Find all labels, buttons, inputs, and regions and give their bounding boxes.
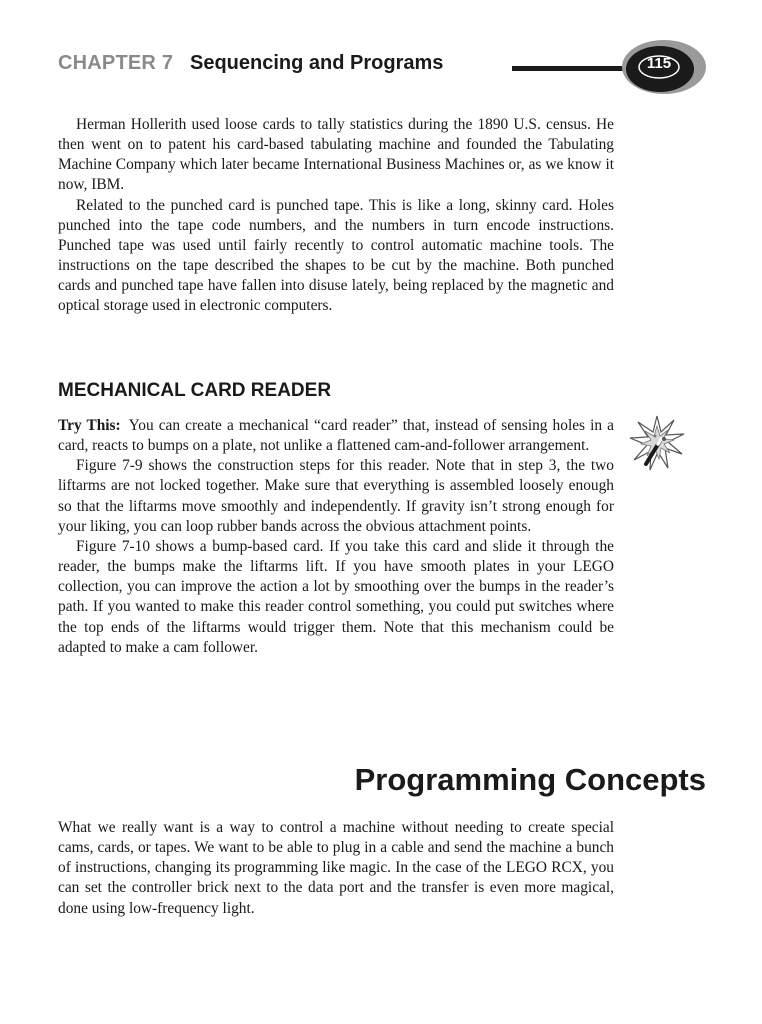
- paragraph: What we really want is a way to control a machine without needing to create special cams, cards, or tapes. We want to be able to plug in a cable and send the machine a bunch of instructions, changing its programming like magic. In the case of the LEGO RCX, you can set the controller brick next to the data port and the transfer is even more magical, done using low-frequency light.: [58, 819, 614, 917]
- paragraph: Figure 7-9 shows the construction steps for this reader. Note that in step 3, the two liftarms are not locked together. Make sure that everything is assembled loosely enough so that the liftarms move smoothly and independently. If gravity isn’t strong enough for your liking, you can loop rubber bands across the obvious attachment points.: [58, 457, 614, 535]
- programming-text: [58, 818, 614, 919]
- chapter-label: CHAPTER 7: [58, 52, 174, 74]
- chapter-title: Sequencing and Programs: [190, 52, 444, 74]
- paragraph: Herman Hollerith used loose cards to tally statistics during the 1890 U.S. census. He then went on to patent his card-based tabulating machine and founded the Tabulating Machine Company which later became International Business Machines or, as we know it now, IBM.: [58, 116, 614, 194]
- magic-wand-starburst-icon: [628, 414, 686, 472]
- paragraph: Figure 7-10 shows a bump-based card. If you take this card and slide it through the reader, the bumps make the liftarms lift. If you have smooth plates in your LEGO collection, you can improve the action a lot by smoothing over the bumps in the reader’s path. If you wanted to make this reader control something, you could put switches where the top ends of the liftarms would trigger them. Note that this mechanism could be adapted to make a cam follower.: [58, 537, 614, 656]
- section-heading: MECHANICAL CARD READER: [58, 380, 332, 401]
- section-text: [58, 416, 614, 658]
- try-this-text: You can create a mechanical “card reader” that, instead of sensing holes in a card, reacts to bumps on a plate, not unlike a flattened cam-and-follower arrangement.: [58, 417, 614, 455]
- page-number: 115: [646, 55, 672, 72]
- intro-text: [58, 115, 614, 317]
- programming-concepts-heading: Programming Concepts: [354, 762, 706, 797]
- paragraph: Related to the punched card is punched tape. This is like a long, skinny card. Holes punched into the tape code numbers, and the numbers in turn encode instructions. Punched tape was used until fairly recently to control automatic machine tools. The instructions on the tape described the shapes to be cut by the machine. Both punched cards and punched tape have fallen into disuse lately, being replaced by the magnetic and optical storage used in electronic computers.: [58, 196, 614, 315]
- try-this-label: Try This:: [58, 417, 121, 434]
- try-this-paragraph: [58, 416, 614, 456]
